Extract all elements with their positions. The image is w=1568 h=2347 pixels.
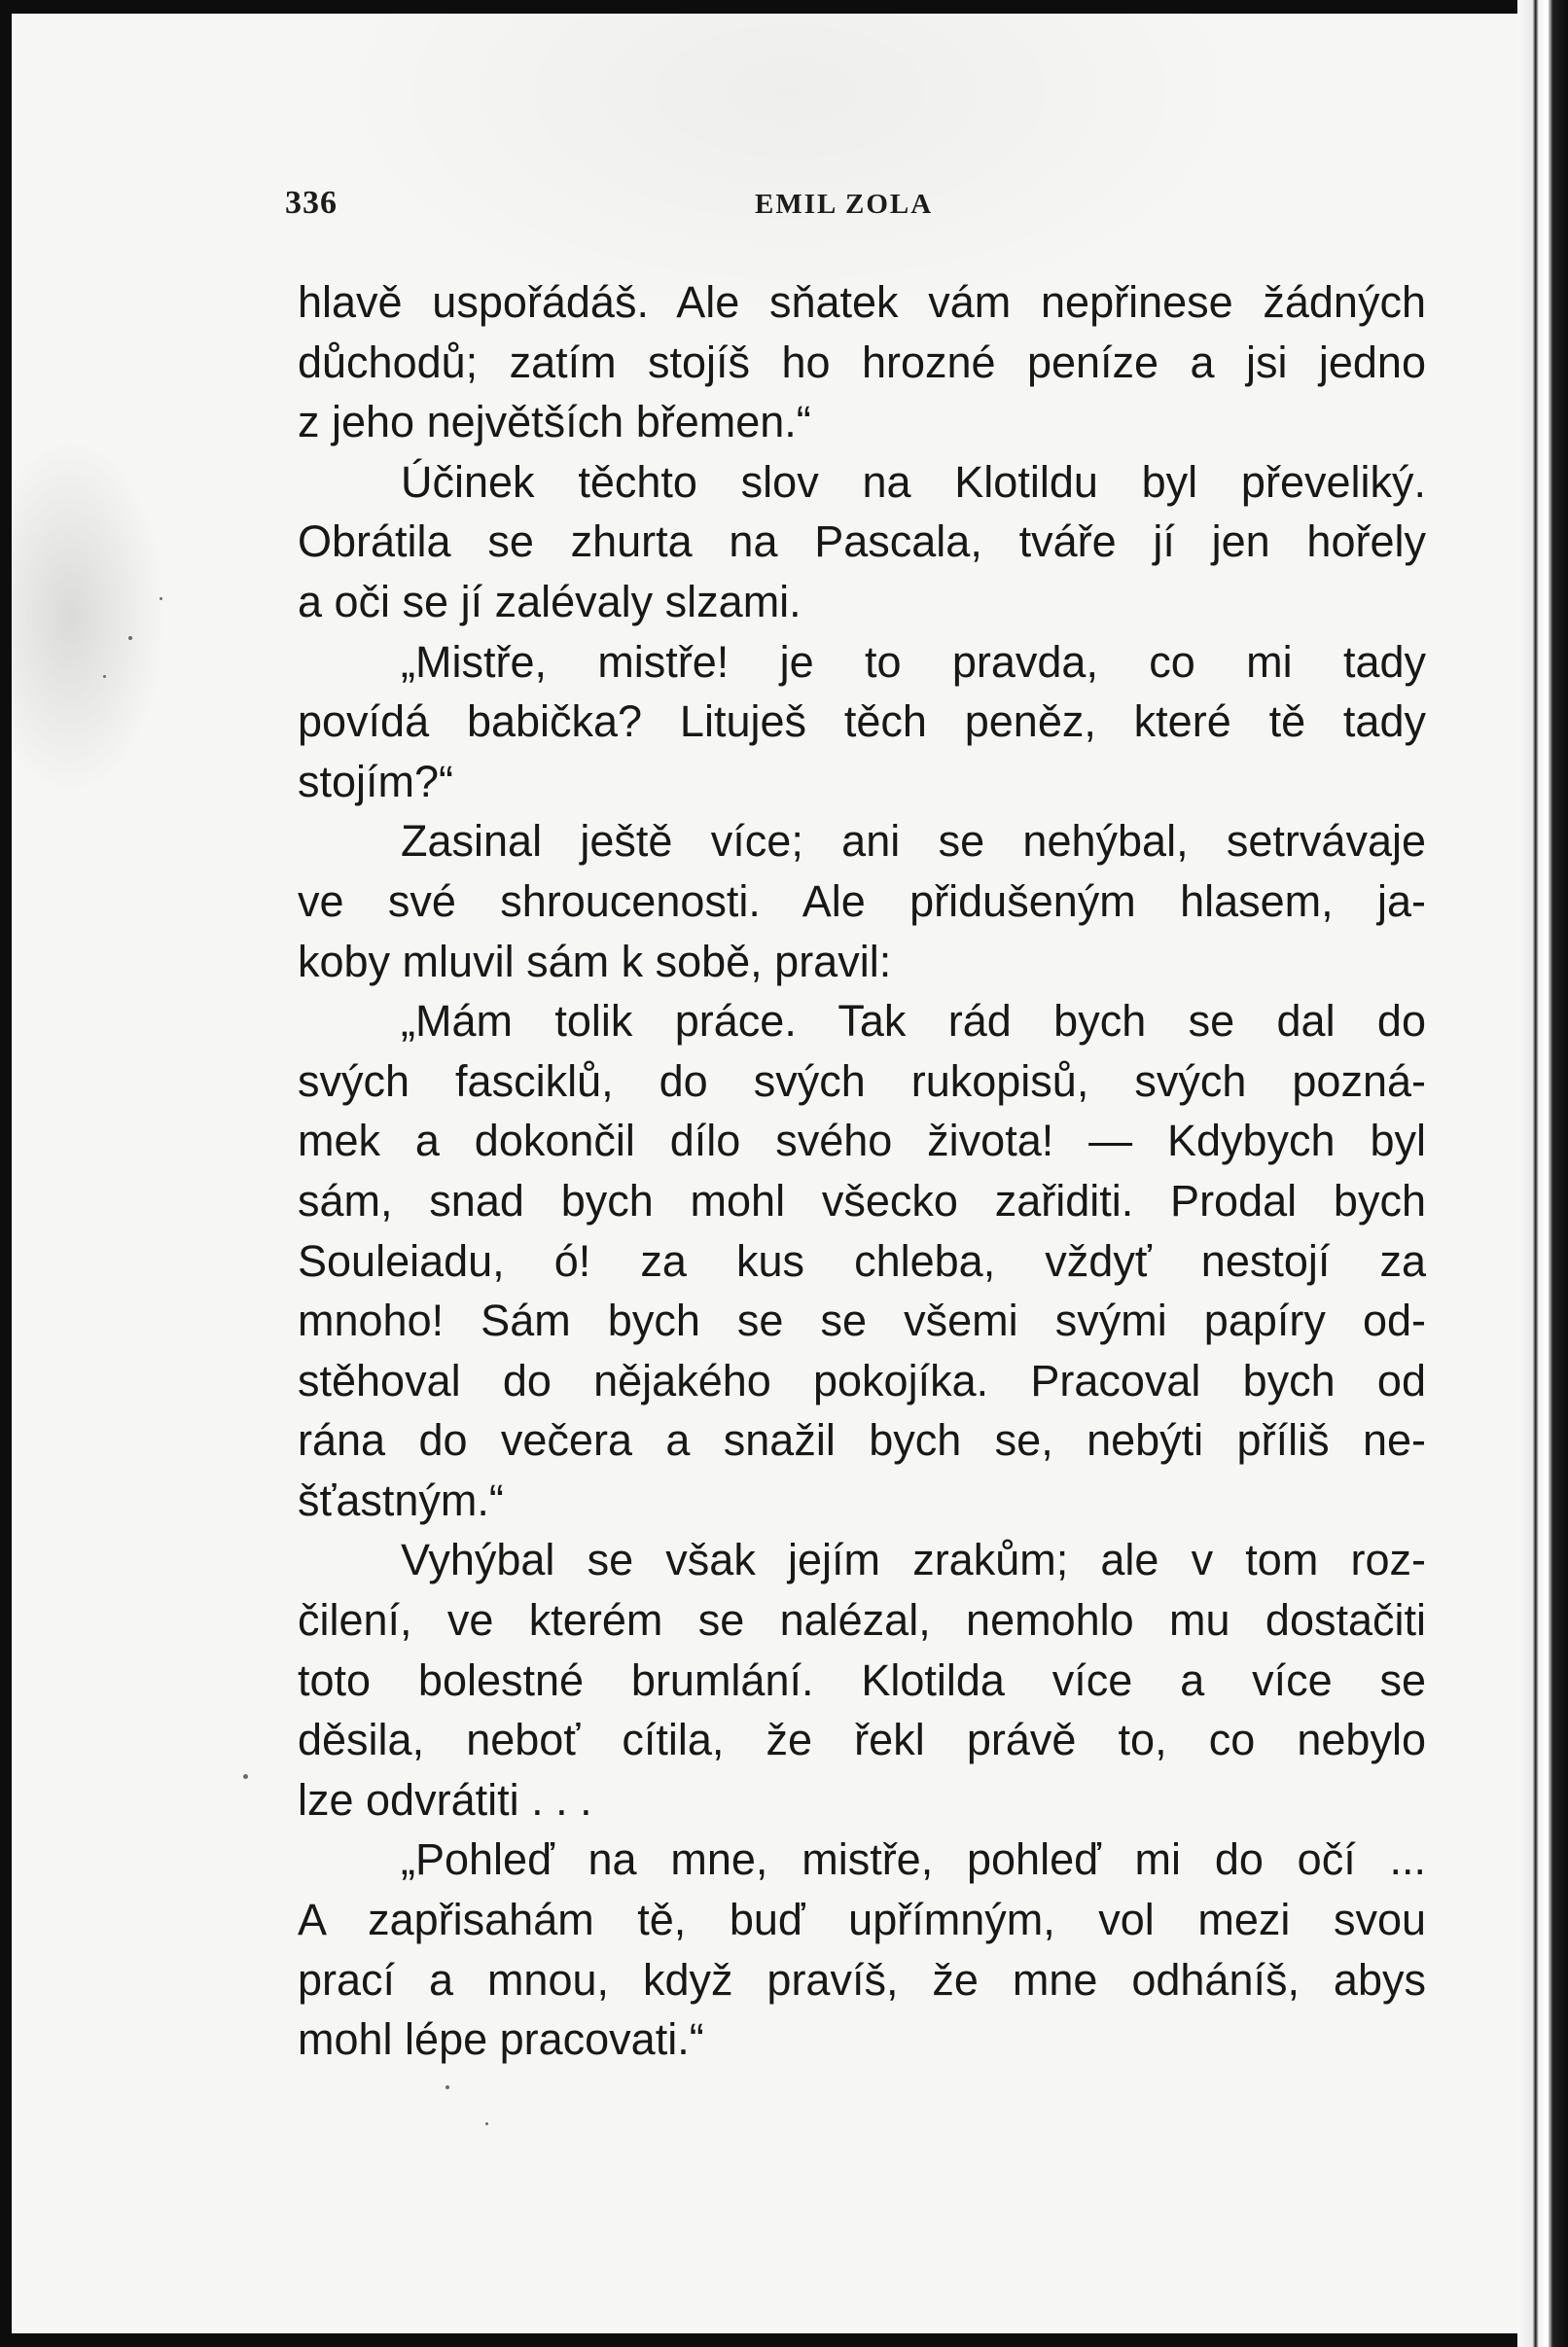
text-line: Souleiadu, ó! za kus chleba, vždyť nestojí za (298, 1235, 1426, 1286)
paper-speck (243, 1774, 248, 1779)
text-line: děsila, neboť cítila, že řekl právě to, co nebylo (298, 1715, 1426, 1765)
text-line: z jeho největších břemen.“ (298, 397, 811, 447)
text-line: „Mám tolik práce. Tak rád bych se dal do (401, 996, 1426, 1047)
paper-speck (103, 675, 106, 678)
paper-speck (445, 2085, 449, 2089)
text-line: Zasinal ještě více; ani se nehýbal, setrvávaje (401, 816, 1426, 867)
paper-speck (160, 597, 162, 600)
text-line: čilení, ve kterém se nalézal, nemohlo mu dostačiti (298, 1595, 1426, 1646)
text-line: sám, snad bych mohl všecko zařiditi. Prodal bych (298, 1175, 1426, 1226)
text-line: stěhoval do nějakého pokojíka. Pracoval bych od (298, 1355, 1426, 1405)
text-line: „Mistře, mistře! je to pravda, co mi tady (401, 636, 1426, 687)
text-line: Účinek těchto slov na Klotildu byl převeliký. (401, 456, 1426, 507)
text-line: lze odvrátiti . . . (298, 1774, 592, 1825)
text-line: mohl lépe pracovati.“ (298, 2014, 704, 2065)
text-line: ve své shroucenosti. Ale přidušeným hlasem, ja- (298, 875, 1426, 926)
text-line: stojím?“ (298, 756, 454, 806)
page-header (12, 185, 1517, 224)
text-line: Obrátila se zhurta na Pascala, tváře jí jen hořely (298, 516, 1426, 567)
body-text (298, 272, 1426, 2070)
text-line: rána do večera a snažil bych se, nebýti příliš ne- (298, 1415, 1426, 1466)
text-line: a oči se jí zalévaly slzami. (298, 576, 802, 626)
text-line: „Pohleď na mne, mistře, pohleď mi do očí ... (401, 1834, 1426, 1885)
text-line: hlavě uspořádáš. Ale sňatek vám nepřinese žádných (298, 277, 1426, 327)
paper-speck (485, 2122, 488, 2125)
book-spine-edge (1517, 0, 1568, 2347)
text-line: prací a mnou, když pravíš, že mne odháníš, abys (298, 1954, 1426, 2005)
page-number: 336 (285, 185, 338, 221)
text-line: důchodů; zatím stojíš ho hrozné peníze a jsi jedno (298, 337, 1426, 387)
running-title: EMIL ZOLA (755, 189, 934, 220)
text-line: mnoho! Sám bych se se všemi svými papíry od- (298, 1296, 1426, 1346)
paper-speck (128, 636, 132, 640)
text-line: mek a dokončil dílo svého života! — Kdybych byl (298, 1116, 1426, 1166)
text-line: Vyhýbal se však jejím zrakům; ale v tom roz- (401, 1535, 1426, 1585)
text-line: svých fasciklů, do svých rukopisů, svých pozná- (298, 1055, 1426, 1106)
text-line: šťastným.“ (298, 1475, 504, 1525)
text-line: povídá babička? Lituješ těch peněz, které tě tady (298, 696, 1426, 747)
text-line: toto bolestné brumlání. Klotilda více a více se (298, 1654, 1426, 1705)
text-line: A zapřisahám tě, buď upřímným, vol mezi svou (298, 1895, 1426, 1945)
text-line: koby mluvil sám k sobě, pravil: (298, 936, 892, 986)
book-page (12, 14, 1517, 2333)
